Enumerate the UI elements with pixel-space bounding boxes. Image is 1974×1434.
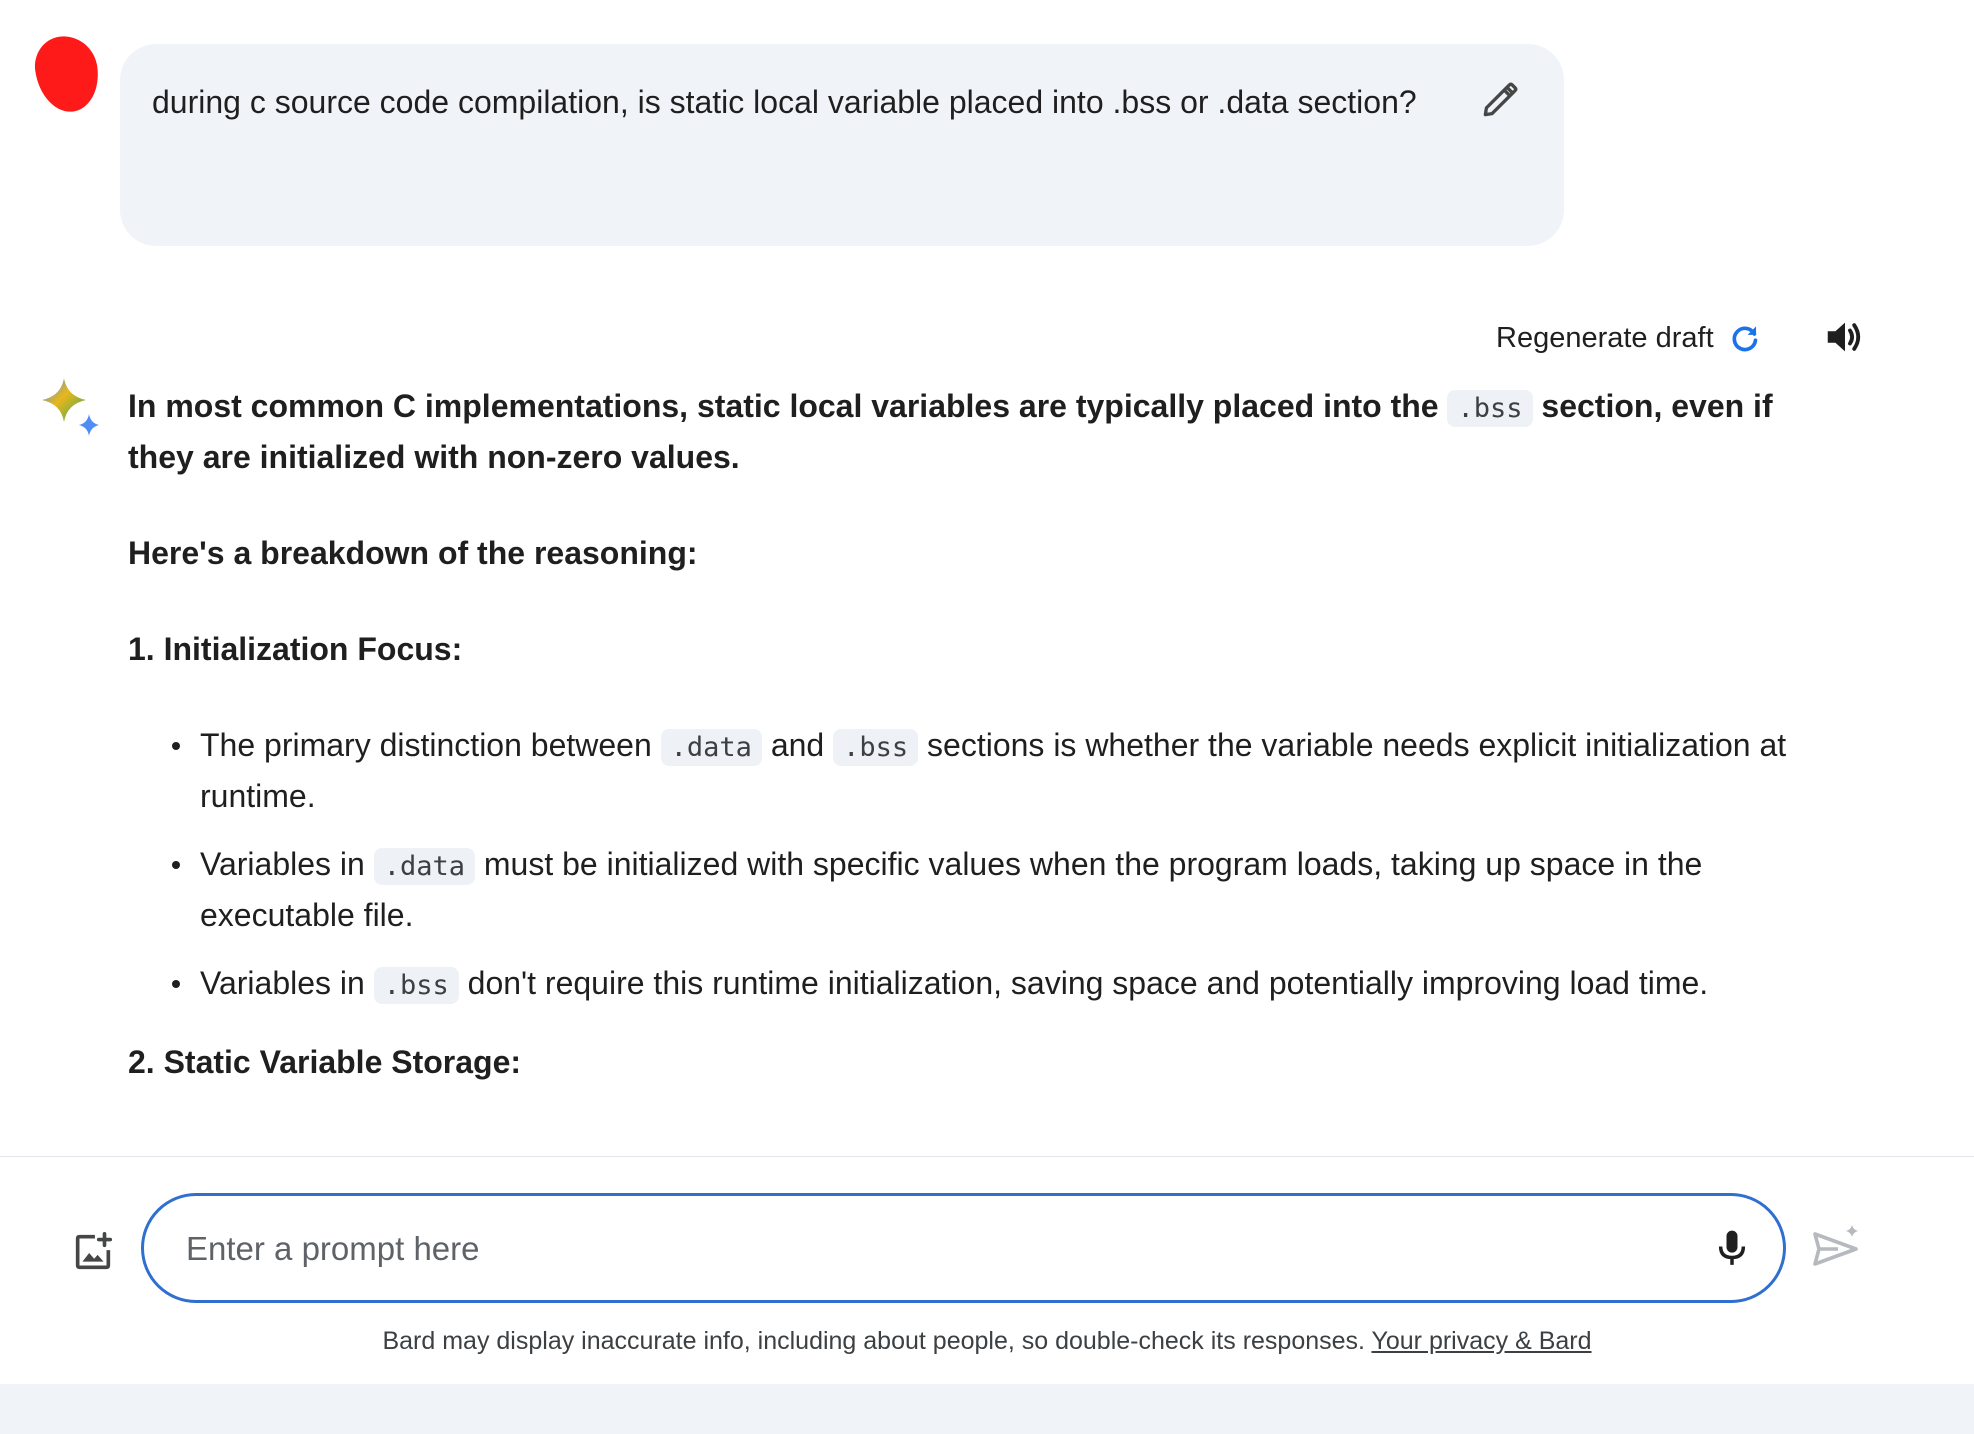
prompt-input-area bbox=[0, 1156, 1974, 1385]
list-item bbox=[200, 840, 1828, 939]
lead-text-part2: section, even if they are initialized with non-zero values. bbox=[128, 388, 1773, 475]
regenerate-draft-button[interactable] bbox=[1496, 316, 1762, 360]
bullet-text: don't require this runtime initialization, saving space and potentially improving load time. bbox=[458, 965, 1709, 1001]
edit-pencil-icon[interactable] bbox=[1478, 78, 1522, 122]
regenerate-draft-label: Regenerate draft bbox=[1496, 321, 1714, 354]
add-image-icon[interactable] bbox=[70, 1229, 116, 1275]
lead-text-part1: In most common C implementations, static local variables are typically placed into the bbox=[128, 388, 1448, 424]
inline-code-data: .data bbox=[661, 729, 762, 766]
list-item bbox=[200, 721, 1828, 820]
inline-code-bss: .bss bbox=[833, 729, 918, 766]
bard-sparkle-icon bbox=[40, 376, 106, 442]
disclaimer-text: Bard may display inaccurate info, including about people, so double-check its responses. bbox=[382, 1327, 1372, 1355]
inline-code-data: .data bbox=[374, 848, 475, 885]
bullet-text: must be initialized with specific values when the program loads, taking up space in the executable file. bbox=[200, 846, 1703, 933]
disclaimer bbox=[0, 1327, 1974, 1356]
user-avatar bbox=[31, 32, 103, 116]
user-query-bubble bbox=[120, 44, 1564, 246]
breakdown-intro: Here's a breakdown of the reasoning: bbox=[128, 535, 698, 571]
section-heading-static-variable-storage: 2. Static Variable Storage: bbox=[128, 1044, 522, 1080]
bullet-text: The primary distinction between bbox=[200, 727, 661, 763]
prompt-box bbox=[141, 1193, 1786, 1303]
user-query-text: during c source code compilation, is static local variable placed into .bss or .data section? bbox=[152, 84, 1417, 120]
initialization-focus-list bbox=[128, 721, 1828, 1010]
prompt-input[interactable] bbox=[184, 1220, 1608, 1278]
send-icon[interactable] bbox=[1810, 1223, 1862, 1275]
bottom-band bbox=[0, 1384, 1974, 1434]
bullet-text: Variables in bbox=[200, 846, 374, 882]
refresh-icon bbox=[1728, 321, 1762, 355]
section-heading-initialization-focus: 1. Initialization Focus: bbox=[128, 631, 463, 667]
speaker-icon[interactable] bbox=[1822, 314, 1868, 360]
microphone-icon[interactable] bbox=[1710, 1226, 1754, 1270]
bullet-text: Variables in bbox=[200, 965, 374, 1001]
response-lead-paragraph bbox=[128, 382, 1828, 481]
list-item bbox=[200, 959, 1828, 1010]
bullet-text: sections is whether the variable needs explicit initialization at runtime. bbox=[200, 727, 1787, 814]
inline-code-bss: .bss bbox=[1447, 390, 1532, 427]
bard-response bbox=[128, 382, 1828, 1086]
privacy-link[interactable]: Your privacy & Bard bbox=[1371, 1327, 1592, 1355]
inline-code-bss: .bss bbox=[374, 967, 459, 1004]
bullet-text: and bbox=[761, 727, 834, 763]
